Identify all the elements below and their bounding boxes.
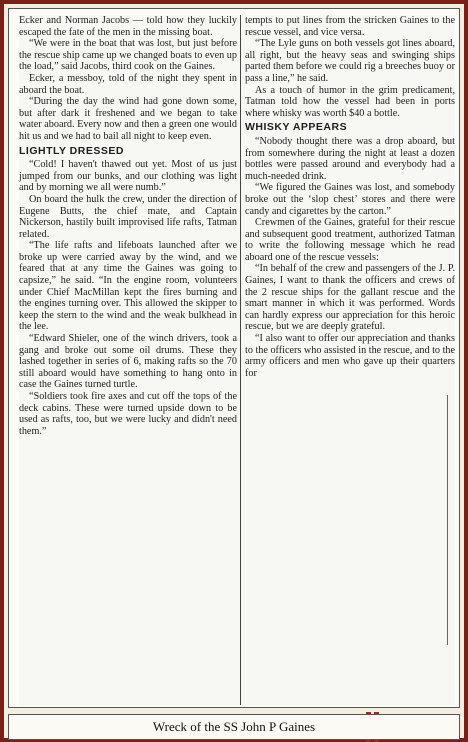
- article-paragraph: “We were in the boat that was lost, but just before the rescue ship came up we changed boats to even up the load,” said Jacobs, third cook on the Gaines.: [19, 38, 237, 73]
- column-divider: [240, 15, 241, 705]
- section-heading: LIGHTLY DRESSED: [19, 144, 124, 157]
- article-column-right: [245, 15, 455, 379]
- article-paragraph: “I also want to offer our appreciation and thanks to the officers who assisted in the rescue, and to the army officers and men who gave up their quarters for: [245, 333, 456, 379]
- article-paragraph: Crewmen of the Gaines, grateful for their rescue and subsequent good treatment, authorized Tatman to write the following message which he read aboard one of the rescue vessels:: [245, 217, 455, 263]
- article-paragraph: “In behalf of the crew and passengers of the J. P. Gaines, I want to thank the officers and crews of the 2 rescue ships for the gallant rescue and the smart manner in which it was performed. Words can hardly express our appreciation for this heroic rescue, but we are deeply grateful.: [245, 263, 455, 333]
- article-paragraph: “Cold! I haven't thawed out yet. Most of us just jumped from our bunks, and our clothing was light and by morning we all were numb.”: [19, 159, 237, 194]
- article-column-left: [19, 15, 237, 437]
- clipping-panel: [8, 8, 460, 708]
- margin-rule: [447, 395, 448, 645]
- article-paragraph: “Edward Shieler, one of the winch drivers, took a gang and broke out some oil drums. These they lashed together in series of 6, making rafts so the 70 still aboard would have something to hang onto in case the Gaines turned turtle.: [19, 333, 237, 391]
- article-paragraph: On board the hulk the crew, under the direction of Eugene Butts, the chief mate, and Captain Nickerson, hastily built improvised life rafts, Tatman related.: [19, 193, 237, 240]
- article-paragraph: “We figured the Gaines was lost, and somebody broke out the ‘slop chest’ stores and there were candy and cigarettes by the carton.”: [245, 182, 455, 217]
- newspaper-clipping: [19, 15, 455, 705]
- article-paragraph: tempts to put lines from the stricken Gaines to the rescue vessel, and vice versa.: [245, 15, 455, 38]
- article-paragraph: “The Lyle guns on both vessels got lines aboard, all right, but the heavy seas and swinging ships parted them before we could rig a breeches buoy or pass a line,” he said.: [245, 38, 455, 84]
- article-paragraph: “During the day the wind had gone down some, but after dark it freshened and we began to take water aboard. Every now and then a green one would hit us and we had to bail all night to keep even.: [19, 96, 237, 142]
- section-heading: WHISKY APPEARS: [245, 121, 348, 134]
- article-paragraph: As a touch of humor in the grim predicament, Tatman told how the vessel had been in ports where whisky was worth $40 a bottle.: [245, 84, 455, 119]
- article-paragraph: Ecker and Norman Jacobs — told how they luckily escaped the fate of the men in the missing boat.: [19, 15, 237, 38]
- article-paragraph: “Nobody thought there was a drop aboard, but from somewhere during the night at least a dozen bottles were passed around and everybody had a much-needed drink.: [245, 135, 455, 182]
- article-paragraph: “Soldiers took fire axes and cut off the tops of the deck cabins. These were turned upside down to be used as rafts, too, but we were lucky and didn't need them.”: [19, 391, 237, 437]
- caption-bar: [8, 714, 460, 740]
- article-paragraph: “The life rafts and lifeboats launched after we broke up were carried away by the wind, and we feared that at any time the Gaines was going to capsize,” he said. “In the engine room, volunteers under Chief MacMillan kept the fires burning and the engines turning over. This allowed the skipper to keep the stern to the wind and the weak bulkhead in the lee.: [19, 240, 237, 333]
- image-caption: Wreck of the SS John P Gaines: [152, 719, 316, 734]
- article-paragraph: Ecker, a messboy, told of the night they spent in aboard the boat.: [19, 72, 237, 96]
